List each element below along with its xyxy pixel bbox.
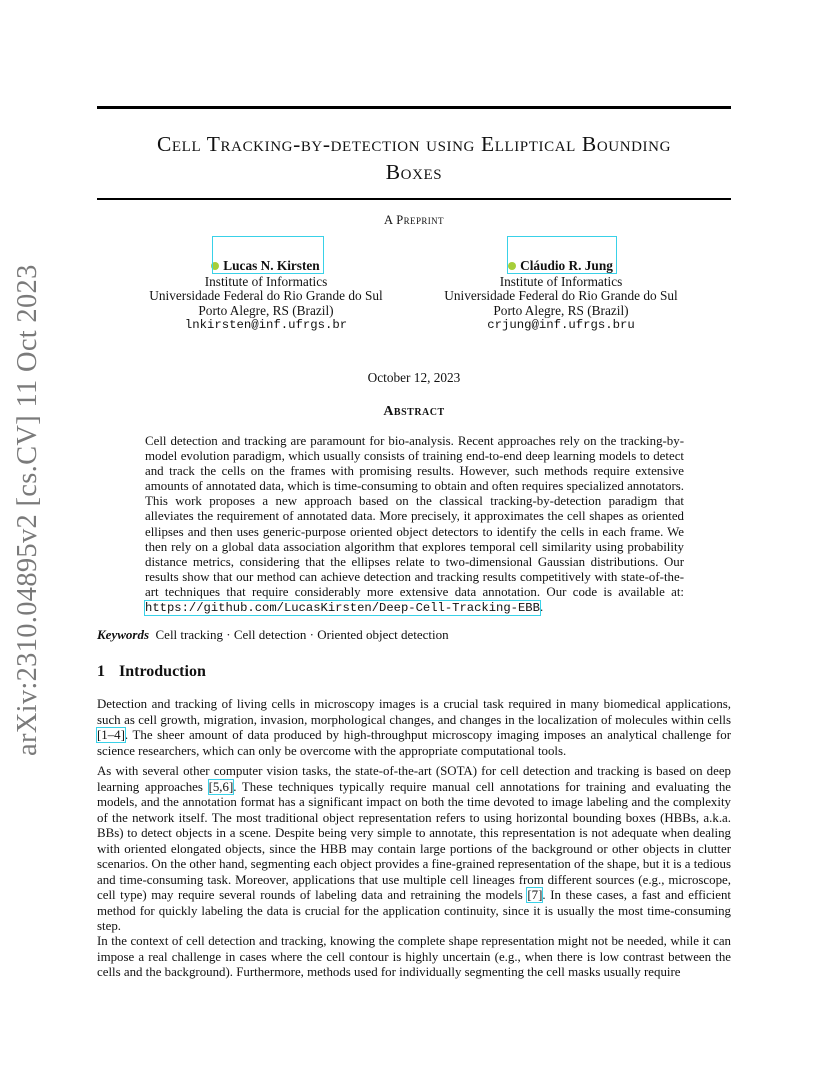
citation-link[interactable]: [1–4]	[97, 728, 125, 742]
author-1-university: Universidade Federal do Rio Grande do Sul	[149, 288, 383, 304]
paragraph-text: . These techniques typically require manual cell annotations for training and evaluating the models, and the annotation format has a significant impact on both the time devoted to image labeling and the complexity of the network itself. The most traditional object representation refers to using horizontal bounding boxes (HBBs, a.k.a. BBs) to detect objects in a scene. Despite being very simple to annotate, this representation is not adequate when dealing with oriented elongated objects, since the HBB may contain large portions of the background or other objects in clutter scenarios. On the other hand, segmenting each object provides a fine-grained representation of the shape, but it is a tedious and time-consuming task. Moreover, applications that use multiple cell lineages from different sources (e.g., microscope, cell type) may require several rounds of labeling data and retraining the models	[97, 779, 732, 902]
paragraph-text: In the context of cell detection and tracking, knowing the complete shape representation might not be needed, while it can impose a real challenge in cases where the cell contour is highly uncertain (e.g., when there is low contrast between the cells and the background). Furthermore, methods used for individually segmenting the cell masks usually require	[97, 934, 731, 979]
title-line-1: Cell Tracking-by-detection using Elliptical Bounding	[156, 132, 672, 156]
publication-date: October 12, 2023	[367, 370, 461, 385]
section-title: Introduction	[119, 663, 206, 680]
author-2-university: Universidade Federal do Rio Grande do Sul	[444, 288, 678, 304]
author-block-1	[136, 258, 396, 333]
author-1-name[interactable]: Lucas N. Kirsten	[223, 258, 320, 273]
paragraph-3	[97, 934, 731, 981]
abstract-text: Cell detection and tracking are paramount for bio-analysis. Recent approaches rely on the tracking-by-model evolution paradigm, which usually consists of training end-to-end deep learning models to detect and track the cells on the frames with promising results. However, such methods require extensive amounts of annotated data, which is time-consuming to obtain and often requires specialized annotators. This work proposes a new approach based on the classical tracking-by-detection paradigm that alleviates the requirement of annotated data. More precisely, it approximates the cell shapes as oriented ellipses and then uses generic-purpose oriented object detectors to identify the cells in each frame. We then rely on a global data association algorithm that explores temporal cell similarity using probability distance metrics, considering that the ellipses relate to two-dimensional Gaussian distributions. Our results show that our method can achieve detection and tracking results competitively with state-of-the-art techniques that require considerably more extensive data annotation. Our code is available at:	[145, 434, 684, 599]
paragraph-2	[97, 764, 731, 935]
author-1-institute: Institute of Informatics	[204, 273, 328, 289]
paragraph-text: Detection and tracking of living cells in microscopy images is a crucial task required in many biomedical applications, such as cell growth, migration, invasion, morphological changes, and changes in the localization of molecules within cells	[97, 697, 731, 727]
author-1-email[interactable]: lnkirsten@inf.ufrgs.br	[184, 318, 348, 333]
author-1-location: Porto Alegre, RS (Brazil)	[198, 302, 334, 318]
section-heading	[97, 663, 206, 681]
author-1-link-box	[212, 236, 324, 274]
author-2-email[interactable]: crjung@inf.ufrgs.bru	[487, 318, 635, 333]
abstract-body: Cell detection and tracking are paramount for bio-analysis. Recent approaches rely on the tracking-by-model evolution paradigm, which usually consists of training end-to-end deep learning models to detect and track the cells on the frames with promising results. However, such methods require extensive amounts of annotated data, which is time-consuming to obtain and often requires specialized annotators. This work proposes a new approach based on the classical tracking-by-detection paradigm that alleviates the requirement of annotated data. More precisely, it approximates the cell shapes as oriented ellipses and then uses generic-purpose oriented object detectors to identify the cells in each frame. We then rely on a global data association algorithm that explores temporal cell similarity using probability distance metrics, considering that the ellipses relate to two-dimensional Gaussian distributions. Our results show that our method can achieve detection and tracking results competitively with state-of-the-art techniques that require considerably more extensive data annotation. Our code is available at: https://github.com/LucasKirsten/Deep-Cell-Tracking-EBB.	[145, 434, 684, 616]
paper-title	[97, 130, 731, 186]
code-url-link[interactable]: https://github.com/LucasKirsten/Deep-Cell-Tracking-EBB	[145, 601, 540, 616]
paragraph-1	[97, 697, 731, 759]
citation-link[interactable]: [7]	[527, 888, 543, 902]
keywords-line	[97, 627, 449, 643]
title-bottom-rule	[97, 198, 731, 200]
title-line-2: Boxes	[385, 160, 443, 184]
author-2-location: Porto Alegre, RS (Brazil)	[493, 302, 629, 318]
abstract-heading: Abstract	[383, 404, 445, 419]
citation-link[interactable]: [5,6]	[208, 779, 234, 794]
arxiv-stamp: arXiv:2310.04895v2 [cs.CV] 11 Oct 2023	[12, 264, 43, 756]
author-2-name[interactable]: Cláudio R. Jung	[520, 258, 613, 273]
paragraph-text: . The sheer amount of data produced by high-throughput microscopy imaging imposes an analytical challenge for science researchers, which can only be overcome with the appropriate computational tools.	[97, 728, 731, 758]
author-2-institute: Institute of Informatics	[499, 273, 623, 289]
author-2-link-box	[507, 236, 617, 274]
keywords-label: Keywords	[97, 627, 149, 642]
keywords-text: Cell tracking · Cell detection · Oriented object detection	[155, 627, 449, 642]
author-block-2	[431, 258, 691, 333]
section-number: 1	[97, 663, 105, 680]
preprint-label: A Preprint	[384, 213, 444, 227]
paragraph-text: As with several other computer vision tasks, the state-of-the-art (SOTA) for cell detection and tracking is based on deep learning approaches	[97, 764, 731, 794]
paragraph-text: . In these cases, a fast and efficient method for quickly labeling the data is crucial for the application continuity, since it is usually the most time-consuming step.	[97, 888, 731, 933]
top-rule	[97, 106, 731, 109]
